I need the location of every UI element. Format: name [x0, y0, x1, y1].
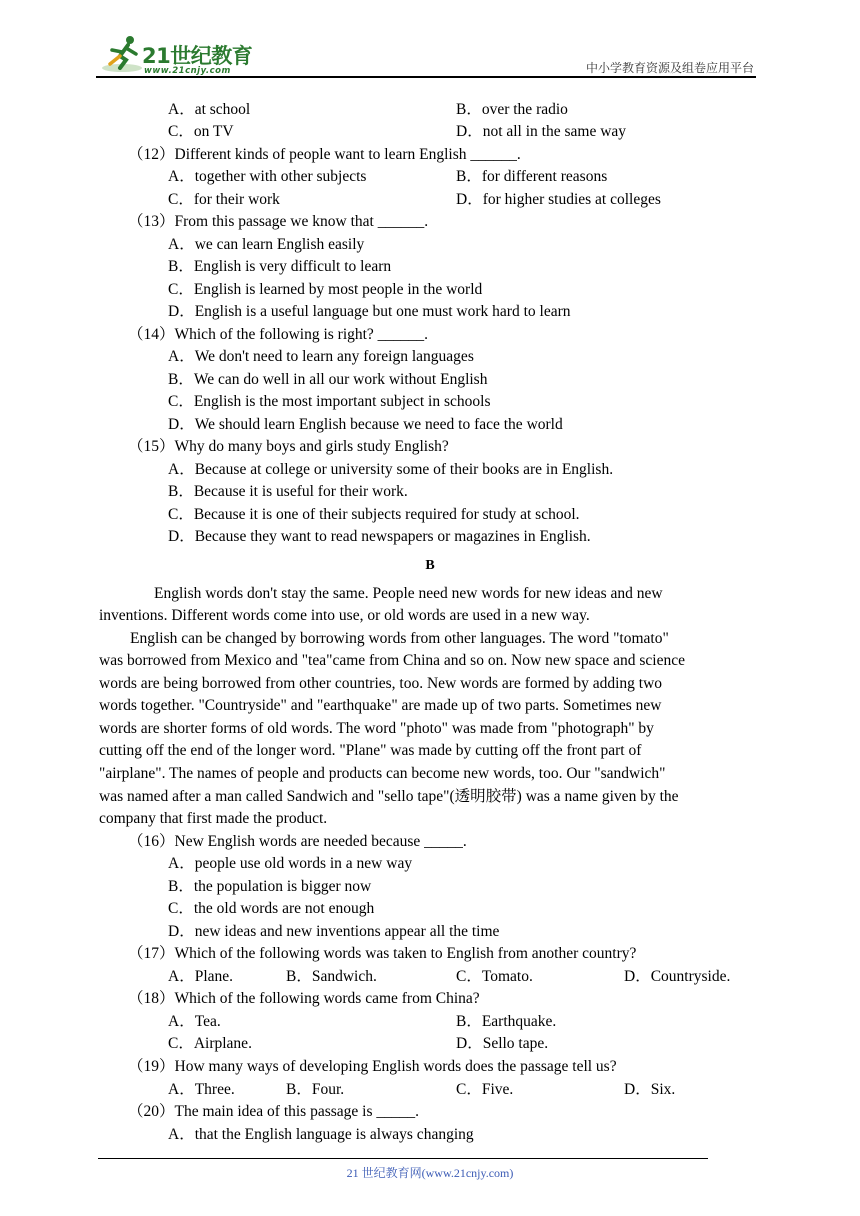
q11-option-b: B．over the radio	[456, 101, 568, 118]
q14-option-a: A．We don't need to learn any foreign languages	[168, 348, 474, 365]
q18-option-b: B．Earthquake.	[456, 1013, 557, 1030]
q15-stem: （15）Why do many boys and girls study English?	[128, 438, 449, 455]
runner-logo-icon	[100, 34, 148, 74]
q16-option-b: B．the population is bigger now	[168, 878, 372, 895]
header-platform-name: 中小学教育资源及组卷应用平台	[585, 61, 754, 75]
q13-stem: （13）From this passage we know that ______.	[128, 213, 429, 230]
q18-option-d: D．Sello tape.	[456, 1035, 549, 1052]
q12-option-c: C．for their work	[168, 191, 280, 208]
q11-option-d: D．not all in the same way	[456, 123, 627, 140]
q12-option-b: B．for different reasons	[456, 168, 608, 185]
page-header	[0, 0, 860, 80]
passage-line: was named after a man called Sandwich and "sello tape"(透明胶带) was a name given by the	[99, 788, 679, 805]
q17-option-a: A．Plane.	[168, 968, 234, 985]
q16-stem: （16）New English words are needed because _____.	[128, 833, 467, 850]
q16-option-d: D．new ideas and new inventions appear all the time	[168, 923, 500, 940]
q11-option-c: C．on TV	[168, 123, 234, 140]
passage-line: words are being borrowed from other countries, too. New words are formed by adding two	[99, 675, 663, 692]
q20-stem: （20）The main idea of this passage is _____.	[128, 1103, 420, 1120]
q18-option-a: A．Tea.	[168, 1013, 221, 1030]
q16-option-a: A．people use old words in a new way	[168, 855, 413, 872]
q15-option-c: C．Because it is one of their subjects required for study at school.	[168, 506, 580, 523]
logo-url: www.21cnjy.com	[144, 66, 231, 76]
q19-stem: （19）How many ways of developing English words does the passage tell us?	[128, 1058, 617, 1075]
q17-stem: （17）Which of the following words was taken to English from another country?	[128, 945, 637, 962]
passage-line: cutting off the end of the longer word. "Plane" was made by cutting off the front part of	[99, 742, 642, 759]
passage-line: English can be changed by borrowing words from other languages. The word "tomato"	[130, 630, 669, 647]
passage-line: inventions. Different words come into use, or old words are used in a new way.	[99, 607, 590, 624]
passage-line: words are shorter forms of old words. The word "photo" was made from "photograph" by	[99, 720, 654, 737]
q13-option-a: A．we can learn English easily	[168, 236, 365, 253]
q19-option-c: C．Five.	[456, 1081, 514, 1098]
q14-option-d: D．We should learn English because we need to face the world	[168, 416, 563, 433]
q19-option-a: A．Three.	[168, 1081, 235, 1098]
q12-option-d: D．for higher studies at colleges	[456, 191, 661, 208]
q12-option-a: A．together with other subjects	[168, 168, 367, 185]
logo-text: 21世纪教育	[142, 44, 253, 68]
q14-option-b: B．We can do well in all our work without English	[168, 371, 488, 388]
q13-option-c: C．English is learned by most people in the world	[168, 281, 483, 298]
passage-line: was borrowed from Mexico and "tea"came from China and so on. Now new space and science	[99, 652, 685, 669]
q20-option-a: A．that the English language is always changing	[168, 1126, 474, 1143]
q13-option-d: D．English is a useful language but one must work hard to learn	[168, 303, 571, 320]
q17-option-b: B．Sandwich.	[286, 968, 377, 985]
q18-option-c: C．Airplane.	[168, 1035, 252, 1052]
q19-option-b: B．Four.	[286, 1081, 345, 1098]
passage-line: English words don't stay the same. People need new words for new ideas and new	[154, 585, 663, 602]
q19-option-d: D．Six.	[624, 1081, 676, 1098]
q17-option-c: C．Tomato.	[456, 968, 533, 985]
q15-option-b: B．Because it is useful for their work.	[168, 483, 408, 500]
q15-option-d: D．Because they want to read newspapers or magazines in English.	[168, 528, 591, 545]
passage-line: "airplane". The names of people and products can become new words, too. Our "sandwich"	[99, 765, 666, 782]
q12-stem: （12）Different kinds of people want to learn English ______.	[128, 146, 521, 163]
passage-line: company that first made the product.	[99, 810, 328, 827]
q17-option-d: D．Countryside.	[624, 968, 731, 985]
footer-divider	[98, 1158, 708, 1159]
header-divider	[96, 76, 756, 78]
q13-option-b: B．English is very difficult to learn	[168, 258, 392, 275]
q11-option-a: A．at school	[168, 101, 251, 118]
passage-line: words together. "Countryside" and "earthquake" are made up of two parts. Sometimes new	[99, 697, 662, 714]
site-logo	[96, 34, 256, 78]
q15-option-a: A．Because at college or university some of their books are in English.	[168, 461, 614, 478]
q16-option-c: C．the old words are not enough	[168, 900, 375, 917]
q14-stem: （14）Which of the following is right? ______.	[128, 326, 429, 343]
q14-option-c: C．English is the most important subject in schools	[168, 393, 491, 410]
section-b-title: B	[425, 558, 435, 573]
q18-stem: （18）Which of the following words came from China?	[128, 990, 480, 1007]
footer-link[interactable]: 21 世纪教育网(www.21cnjy.com)	[346, 1166, 514, 1180]
